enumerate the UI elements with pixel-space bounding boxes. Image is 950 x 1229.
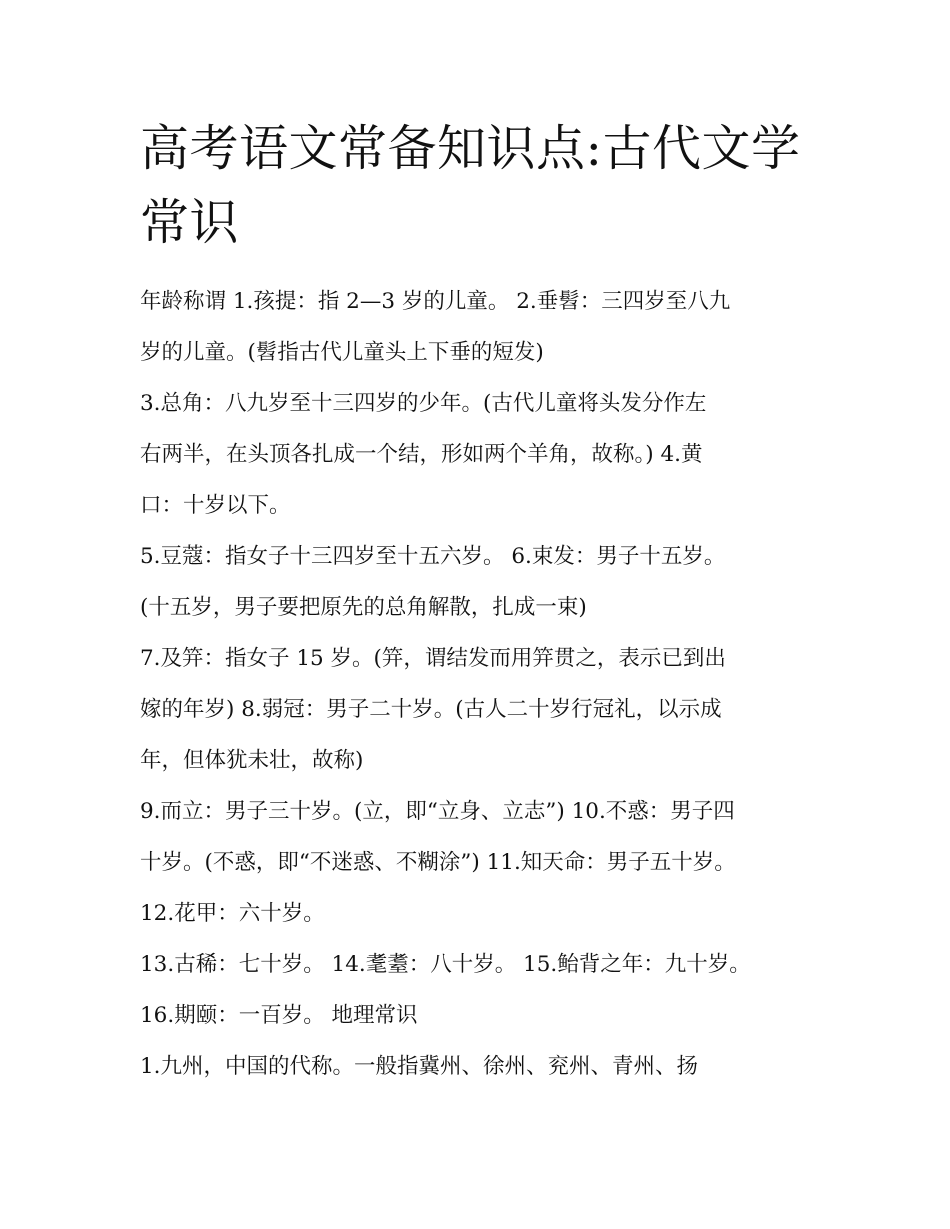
text-line: 口：十岁以下。 <box>140 493 291 518</box>
text-line: (十五岁，男子要把原先的总角解散，扎成一束) <box>140 595 587 620</box>
text-line: 嫁的年岁) 8.弱冠：男子二十岁。(古人二十岁行冠礼，以示成 <box>140 697 722 722</box>
text-line: 1.九州，中国的代称。一般指冀州、徐州、兖州、青州、扬 <box>140 1054 699 1079</box>
page-title <box>140 112 840 260</box>
text-line: 十岁。(不惑，即“不迷惑、不糊涂”) 11.知天命：男子五十岁。 <box>140 850 736 875</box>
text-line: 5.豆蔻：指女子十三四岁至十五六岁。 6.束发：男子十五岁。 <box>140 544 726 569</box>
title-line: 高考语文常备知识点:古代文学 <box>140 120 801 177</box>
text-line: 16.期颐：一百岁。 地理常识 <box>140 1003 418 1028</box>
text-line: 7.及笄：指女子 15 岁。(笄，谓结发而用笄贯之，表示已到出 <box>140 646 726 671</box>
text-line: 12.花甲：六十岁。 <box>140 901 325 926</box>
text-line: 年，但体犹未壮，故称) <box>140 748 364 773</box>
text-line: 9.而立：男子三十岁。(立，即“立身、立志”) 10.不惑：男子四 <box>140 799 735 824</box>
text-line: 右两半，在头顶各扎成一个结，形如两个羊角，故称。) 4.黄 <box>140 442 703 467</box>
text-line: 岁的儿童。(髫指古代儿童头上下垂的短发) <box>140 340 544 365</box>
text-line: 年龄称谓 1.孩提：指 2—3 岁的儿童。 2.垂髫：三四岁至八九 <box>140 289 731 314</box>
title-line: 常识 <box>140 194 240 251</box>
text-line: 13.古稀：七十岁。 14.耄耋：八十岁。 15.鲐背之年：九十岁。 <box>140 952 751 977</box>
text-line: 3.总角：八九岁至十三四岁的少年。(古代儿童将头发分作左 <box>140 391 707 416</box>
body-text <box>140 276 820 1092</box>
